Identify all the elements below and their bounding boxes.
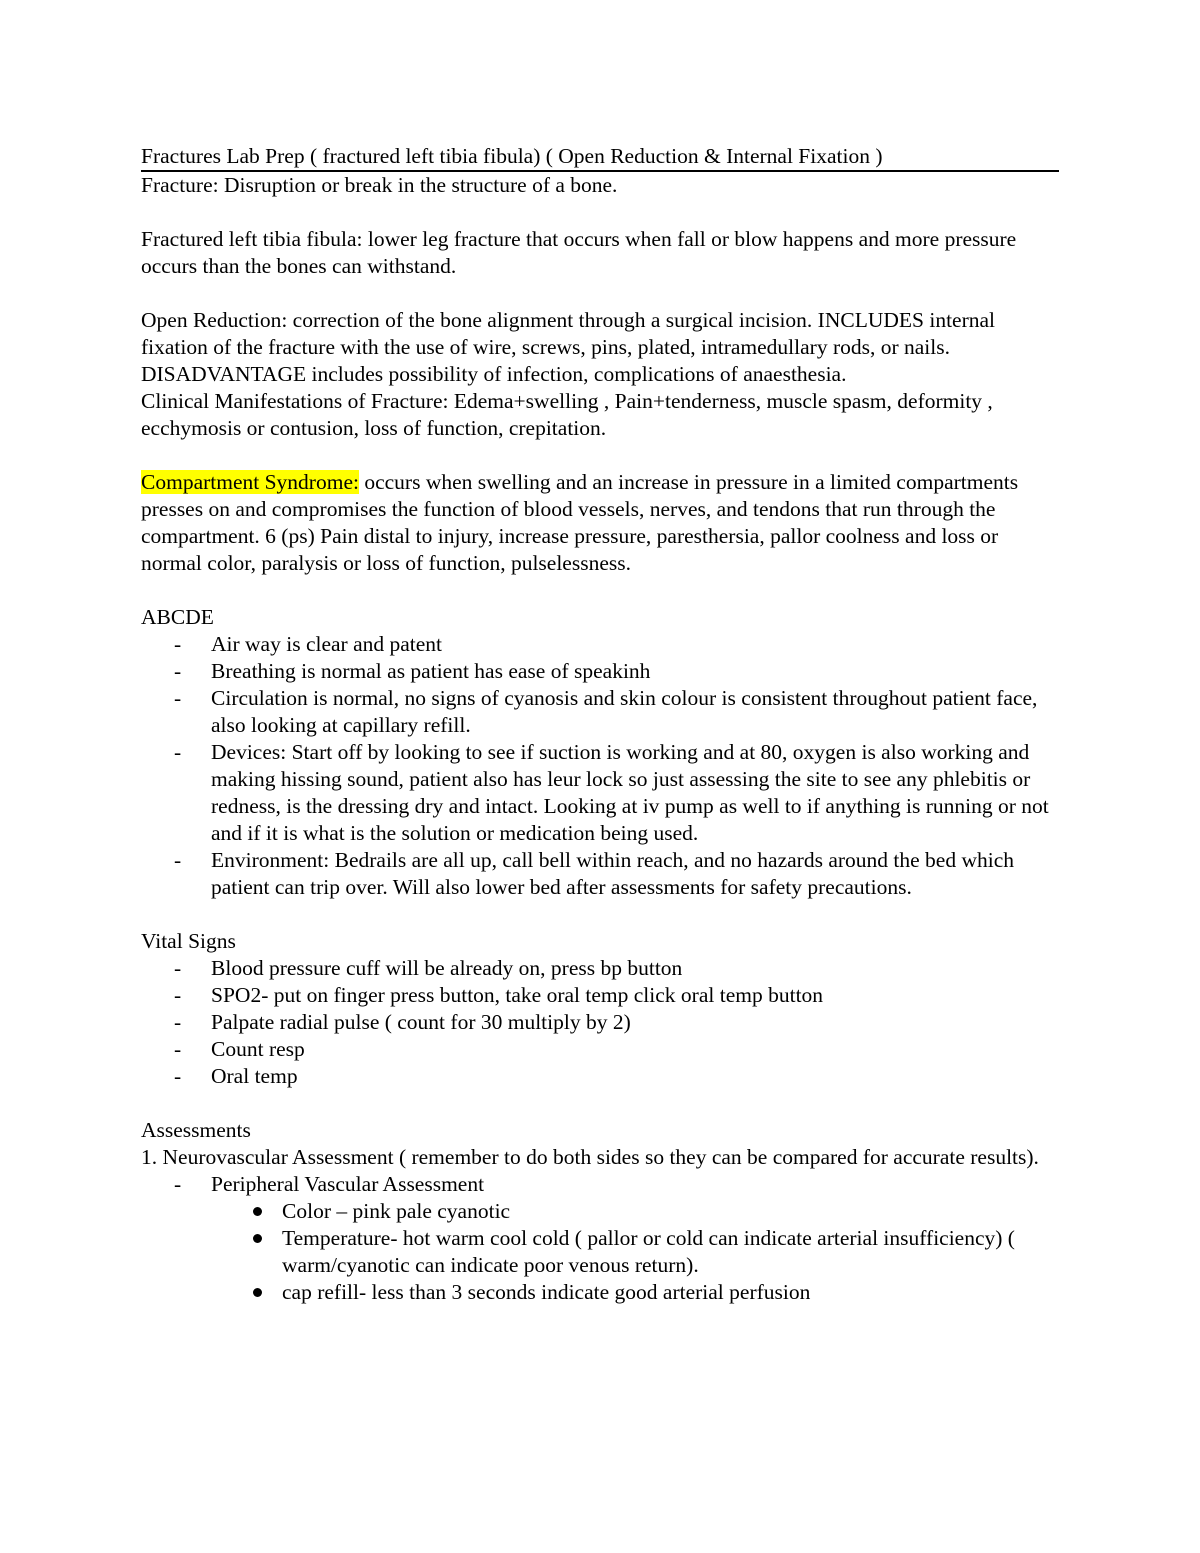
dash-marker: -: [174, 956, 182, 980]
list-item-text: Oral temp: [211, 1064, 298, 1088]
list-item: [141, 1198, 1059, 1225]
dash-marker: -: [174, 1037, 182, 1061]
spacer: [141, 1090, 1059, 1117]
list-item-text: Environment: Bedrails are all up, call bell within reach, and no hazards around the bed which patient can trip over. Will also lower bed after assessments for safety precautions.: [211, 848, 1014, 899]
fracture-definition: Fracture: Disruption or break in the structure of a bone.: [141, 173, 618, 197]
bullet-icon: [253, 1207, 262, 1216]
list-item-text: Blood pressure cuff will be already on, press bp button: [211, 956, 683, 980]
list-item-text: Peripheral Vascular Assessment: [211, 1172, 485, 1196]
compartment-syndrome-text: occurs when swelling and an increase in pressure in a limited compartments presses on and compromises the function of blood vessels, nerves, and tendons that run through the compartment. 6 (ps) Pain distal to injury, increase pressure, paresthersia, pallor coolness and loss or normal color, paralysis or loss of function, pulselessness.: [141, 470, 1019, 575]
dash-marker: -: [174, 1064, 182, 1088]
vital-signs-list: [141, 955, 1059, 1090]
bullet-icon: [253, 1288, 262, 1297]
list-item-text: Air way is clear and patent: [211, 632, 443, 656]
bullet-icon: [253, 1234, 262, 1243]
list-item-text: Color – pink pale cyanotic: [282, 1199, 511, 1223]
list-item: [141, 982, 1059, 1009]
list-item: [141, 1171, 1059, 1198]
dash-marker: -: [174, 659, 182, 683]
spacer: [141, 199, 1059, 226]
list-item: [141, 1063, 1059, 1090]
assessment-list: [141, 1171, 1059, 1198]
peripheral-vascular-list: [141, 1198, 1059, 1306]
list-item-text: Devices: Start off by looking to see if suction is working and at 80, oxygen is also working and making hissing sound, patient also has leur lock so just assessing the site to see any phlebitis or redness, is the dressing dry and intact. Looking at iv pump as well to if anything is running or not and if it is what is the solution or medication being used.: [211, 740, 1049, 845]
list-item-text: Palpate radial pulse ( count for 30 multiply by 2): [211, 1010, 631, 1034]
list-item: [141, 1009, 1059, 1036]
spacer: [141, 901, 1059, 928]
list-item: [141, 1225, 1059, 1279]
list-item: [141, 1036, 1059, 1063]
tibia-fibula-definition: Fractured left tibia fibula: lower leg fracture that occurs when fall or blow happens and more pressure occurs than the bones can withstand.: [141, 227, 1017, 278]
abcde-heading: ABCDE: [141, 605, 214, 629]
list-item-text: Breathing is normal as patient has ease of speakinh: [211, 659, 651, 683]
list-item: [141, 685, 1059, 739]
clinical-manifestations-paragraph: Clinical Manifestations of Fracture: Edema+swelling , Pain+tenderness, muscle spasm, deformity , ecchymosis or contusion, loss of function, crepitation.: [141, 389, 993, 440]
dash-marker: -: [174, 1010, 182, 1034]
list-item-text: cap refill- less than 3 seconds indicate good arterial perfusion: [282, 1280, 811, 1304]
dash-marker: -: [174, 983, 182, 1007]
list-item-text: Temperature- hot warm cool cold ( pallor or cold can indicate arterial insufficiency) ( warm/cyanotic can indicate poor venous return).: [282, 1226, 1015, 1277]
vital-signs-heading: Vital Signs: [141, 929, 236, 953]
list-item-text: SPO2- put on finger press button, take oral temp click oral temp button: [211, 983, 824, 1007]
list-item: [141, 739, 1059, 847]
compartment-syndrome-paragraph: [141, 469, 1059, 577]
list-item: [141, 658, 1059, 685]
dash-marker: -: [174, 632, 182, 656]
document-body: [141, 143, 1059, 1306]
list-item-text: Count resp: [211, 1037, 305, 1061]
compartment-syndrome-highlight: Compartment Syndrome:: [141, 470, 359, 494]
document-title: Fractures Lab Prep ( fractured left tibia fibula) ( Open Reduction & Internal Fixation ): [141, 143, 1059, 172]
list-item: [141, 955, 1059, 982]
neurovascular-assessment: 1. Neurovascular Assessment ( remember to do both sides so they can be compared for accurate results).: [141, 1145, 1039, 1169]
dash-marker: -: [174, 848, 182, 872]
list-item: [141, 631, 1059, 658]
spacer: [141, 577, 1059, 604]
dash-marker: -: [174, 740, 182, 764]
list-item-text: Circulation is normal, no signs of cyanosis and skin colour is consistent throughout patient face, also looking at capillary refill.: [211, 686, 1038, 737]
spacer: [141, 280, 1059, 307]
list-item: [141, 1279, 1059, 1306]
dash-marker: -: [174, 686, 182, 710]
spacer: [141, 442, 1059, 469]
open-reduction-paragraph: Open Reduction: correction of the bone alignment through a surgical incision. INCLUDES internal fixation of the fracture with the use of wire, screws, pins, plated, intramedullary rods, or nails. DISADVANTAGE includes possibility of infection, complications of anaesthesia.: [141, 308, 996, 386]
list-item: [141, 847, 1059, 901]
assessments-heading: Assessments: [141, 1118, 251, 1142]
dash-marker: -: [174, 1172, 182, 1196]
abcde-list: [141, 631, 1059, 901]
